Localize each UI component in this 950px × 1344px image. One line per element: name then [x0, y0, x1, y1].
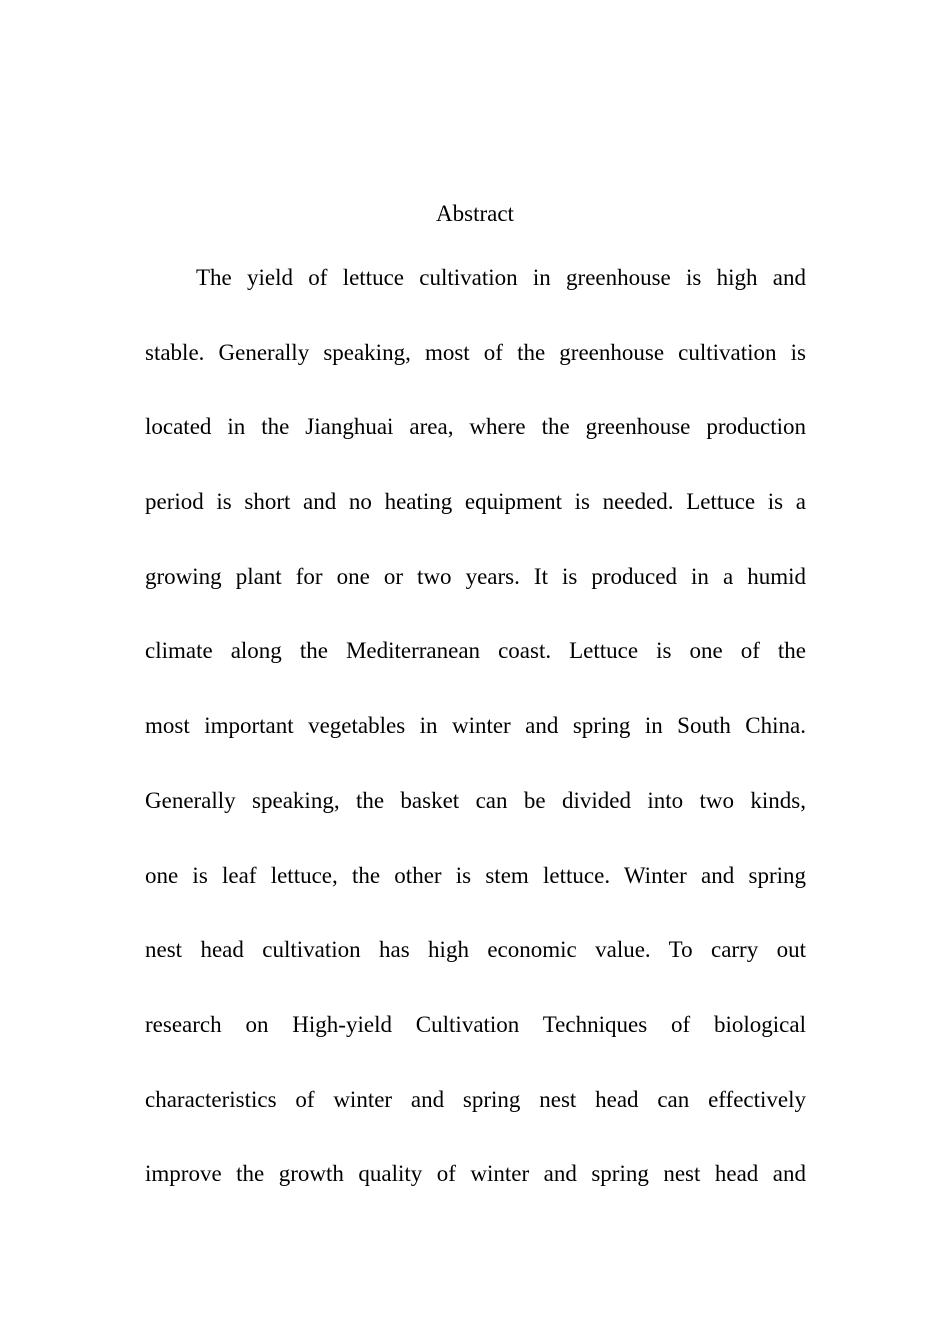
paragraph-line: located in the Jianghuai area, where the greenhouse production [145, 414, 806, 440]
paragraph-line: research on High-yield Cultivation Techniques of biological [145, 1011, 806, 1037]
paragraph-line: stable. Generally speaking, most of the greenhouse cultivation is [145, 339, 806, 365]
paragraph-line: one is leaf lettuce, the other is stem lettuce. Winter and spring [145, 862, 806, 888]
paragraph-line: period is short and no heating equipment is needed. Lettuce is a [145, 489, 806, 515]
paragraph-line: most important vegetables in winter and spring in South China. [145, 713, 806, 739]
paragraph-line: growing plant for one or two years. It is produced in a humid [145, 563, 806, 589]
paragraph-line: improve the growth quality of winter and spring nest head and [145, 1161, 806, 1187]
abstract-paragraph [145, 260, 806, 1231]
paragraph-line: characteristics of winter and spring nest head can effectively [145, 1086, 806, 1112]
paragraph-line: The yield of lettuce cultivation in greenhouse is high and [196, 265, 806, 290]
paragraph-line: climate along the Mediterranean coast. Lettuce is one of the [145, 638, 806, 664]
paragraph-line: nest head cultivation has high economic value. To carry out [145, 937, 806, 963]
page-title: Abstract [436, 201, 514, 226]
paragraph-line: Generally speaking, the basket can be divided into two kinds, [145, 787, 806, 813]
